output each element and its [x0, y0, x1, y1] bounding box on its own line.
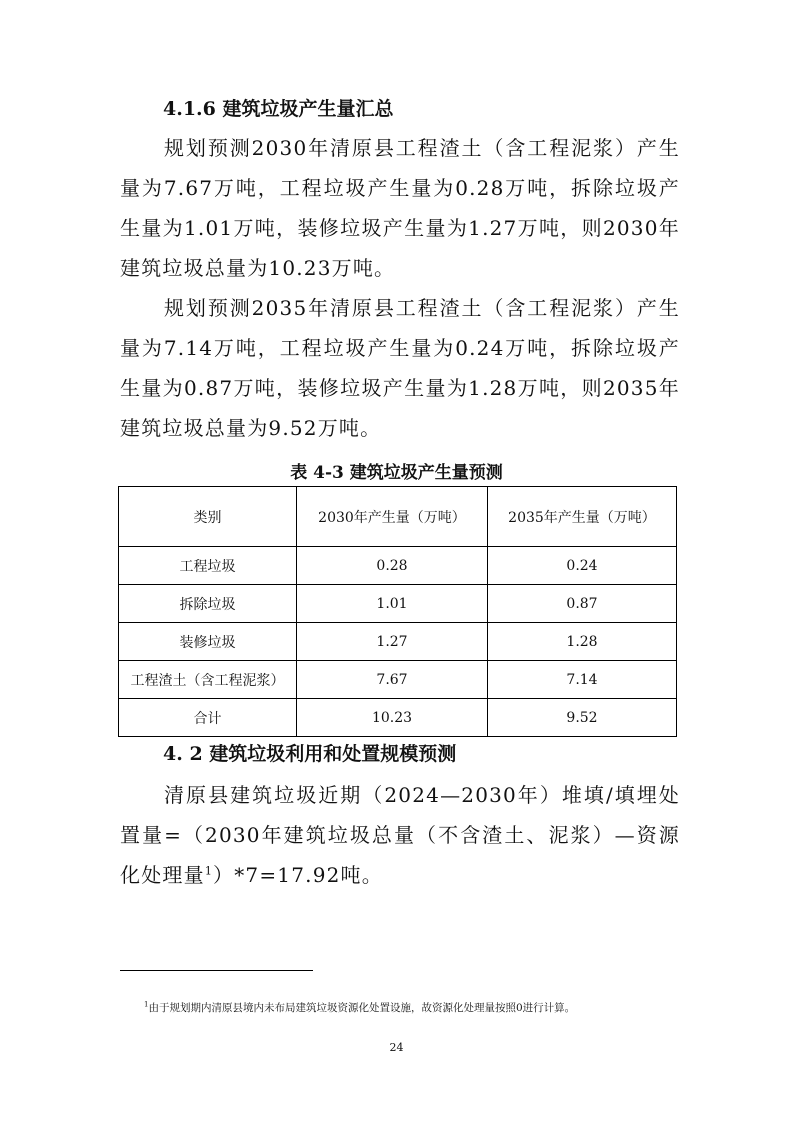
table-cell-2030: 1.01	[297, 585, 488, 623]
table-cell-category: 装修垃圾	[119, 623, 297, 661]
subsection-heading: 4. 2 建筑垃圾利用和处置规模预测	[163, 743, 457, 765]
footnote	[144, 1000, 704, 1016]
table-row-total	[119, 699, 677, 737]
table-cell-category: 工程垃圾	[119, 547, 297, 585]
table-cell-category: 合计	[119, 699, 297, 737]
table-row	[119, 623, 677, 661]
page-number: 24	[389, 1041, 404, 1054]
table-cell-2030: 0.28	[297, 547, 488, 585]
table-cell-2030: 1.27	[297, 623, 488, 661]
footnote-divider	[120, 970, 313, 971]
table-row	[119, 661, 677, 699]
paragraph-disposal-tail: ）*7=17.92吨。	[213, 863, 383, 887]
paragraph-2035-forecast: 规划预测2035年清原县工程渣土（含工程泥浆）产生量为7.14万吨，工程垃圾产生量为0.24万吨，拆除垃圾产生量为0.87万吨，装修垃圾产生量为1.28万吨，则2035年建筑垃圾总量为9.52万吨。	[120, 296, 680, 440]
table-cell-2035: 9.52	[488, 699, 677, 737]
paragraph-disposal-text: 清原县建筑垃圾近期（2024—2030年）堆填/填埋处置量=（2030年建筑垃圾总量（不含渣土、泥浆）—资源化处理量	[120, 783, 680, 887]
table-cell-2035: 1.28	[488, 623, 677, 661]
table-header-row	[119, 487, 677, 547]
table-row	[119, 585, 677, 623]
table-cell-2030: 7.67	[297, 661, 488, 699]
header-category: 类别	[119, 487, 297, 547]
footnote-text: 由于规划期内清原县境内未布局建筑垃圾资源化处置设施，故资源化处理量按照0进行计算。	[148, 1002, 576, 1014]
table-cell-category: 工程渣土（含工程泥浆）	[119, 661, 297, 699]
header-2030: 2030年产生量（万吨）	[297, 487, 488, 547]
footnote-marker: 1	[144, 1000, 149, 1009]
header-2035: 2035年产生量（万吨）	[488, 487, 677, 547]
section-heading: 4.1.6 建筑垃圾产生量汇总	[163, 98, 394, 120]
footnote-reference[interactable]: 1	[204, 864, 214, 878]
table-cell-2035: 7.14	[488, 661, 677, 699]
table-caption: 表 4-3 建筑垃圾产生量预测	[290, 463, 503, 483]
table-cell-2030: 10.23	[297, 699, 488, 737]
table-cell-category: 拆除垃圾	[119, 585, 297, 623]
table-cell-2035: 0.87	[488, 585, 677, 623]
table-cell-2035: 0.24	[488, 547, 677, 585]
paragraph-disposal-estimate	[120, 775, 680, 895]
paragraph-2030-forecast: 规划预测2030年清原县工程渣土（含工程泥浆）产生量为7.67万吨，工程垃圾产生量为0.28万吨，拆除垃圾产生量为1.01万吨，装修垃圾产生量为1.27万吨，则2030年建筑垃圾总量为10.23万吨。	[120, 136, 680, 280]
waste-forecast-table	[118, 486, 677, 737]
table-row	[119, 547, 677, 585]
